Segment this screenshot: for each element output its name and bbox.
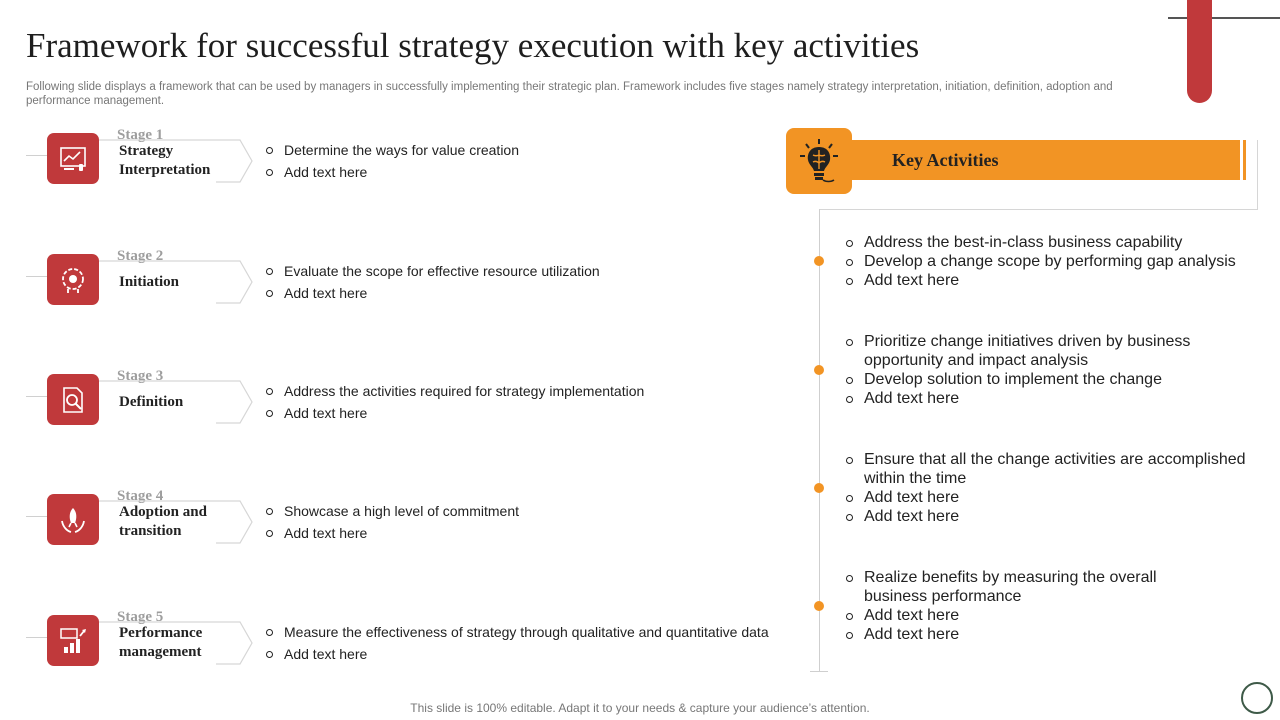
corner-circle-decoration	[1241, 682, 1273, 714]
key-activities-group-3	[846, 450, 1256, 526]
stage-bullets	[266, 621, 769, 665]
list-item: Measure the effectiveness of strategy through qualitative and quantitative data	[266, 621, 769, 643]
list-item: Add text here	[846, 271, 1266, 290]
stage-2	[0, 248, 800, 348]
decorative-line	[1168, 17, 1280, 19]
stage-bullets	[266, 500, 519, 544]
list-item: Ensure that all the change activities are accomplished within the time	[846, 450, 1256, 488]
list-item: Add text here	[846, 606, 1176, 625]
list-item: Add text here	[846, 488, 1256, 507]
strategy-chart-icon	[47, 133, 99, 184]
list-item: Prioritize change initiatives driven by business opportunity and impact analysis	[846, 332, 1226, 370]
key-activities-group-4	[846, 568, 1176, 644]
list-item: Address the activities required for strategy implementation	[266, 380, 644, 402]
stage-bullets	[266, 260, 600, 304]
list-item: Add text here	[266, 402, 644, 424]
timeline-dot	[814, 601, 824, 611]
footer-note: This slide is 100% editable. Adapt it to your needs & capture your audience’s attention.	[410, 701, 870, 715]
list-item: Develop a change scope by performing gap analysis	[846, 252, 1266, 271]
list-item: Add text here	[846, 507, 1256, 526]
stage-1	[0, 127, 800, 227]
stage-3	[0, 368, 800, 468]
list-item: Add text here	[266, 522, 519, 544]
list-item: Determine the ways for value creation	[266, 139, 519, 161]
stage-4	[0, 488, 800, 588]
timeline-dot	[814, 483, 824, 493]
list-item: Develop solution to implement the change	[846, 370, 1226, 389]
stage-name: Performance management	[119, 625, 203, 660]
list-item: Add text here	[846, 389, 1226, 408]
list-item: Showcase a high level of commitment	[266, 500, 519, 522]
key-activities-group-2	[846, 332, 1226, 408]
growth-chart-icon	[47, 615, 99, 666]
page-title: Framework for successful strategy execution with key activities	[26, 26, 920, 65]
stage-label: Stage 2	[117, 248, 164, 264]
list-item: Evaluate the scope for effective resource utilization	[266, 260, 600, 282]
stage-label: Stage 1	[117, 127, 164, 143]
gear-head-icon	[47, 254, 99, 305]
stage-label: Stage 3	[117, 368, 164, 384]
list-item: Address the best-in-class business capability	[846, 233, 1266, 252]
list-item: Add text here	[266, 643, 769, 665]
document-search-icon	[47, 374, 99, 425]
bulb-brain-icon	[786, 128, 852, 194]
page-subtitle: Following slide displays a framework that can be used by managers in successfully implementing their strategic plan. Framework includes five stages namely strategy interpretation, initiation, definition, adoption and performance management.	[26, 81, 1113, 107]
key-activities-group-1	[846, 233, 1266, 290]
stage-name: Initiation	[119, 273, 180, 290]
list-item: Add text here	[846, 625, 1176, 644]
stage-label: Stage 4	[117, 488, 164, 504]
stage-bullets	[266, 139, 519, 183]
decorative-tab	[1187, 0, 1212, 103]
timeline-dot	[814, 365, 824, 375]
stage-bullets	[266, 380, 644, 424]
timeline-dot	[814, 256, 824, 266]
list-item: Add text here	[266, 161, 519, 183]
rocket-hands-icon	[47, 494, 99, 545]
key-activities-title: Key Activities	[892, 150, 999, 170]
stage-name: Definition	[119, 393, 184, 410]
stage-5	[0, 609, 800, 709]
list-item: Realize benefits by measuring the overall business performance	[846, 568, 1176, 606]
stage-name: Strategy Interpretation	[119, 143, 211, 178]
stage-name: Adoption and transition	[119, 504, 207, 539]
stage-label: Stage 5	[117, 609, 164, 625]
list-item: Add text here	[266, 282, 600, 304]
